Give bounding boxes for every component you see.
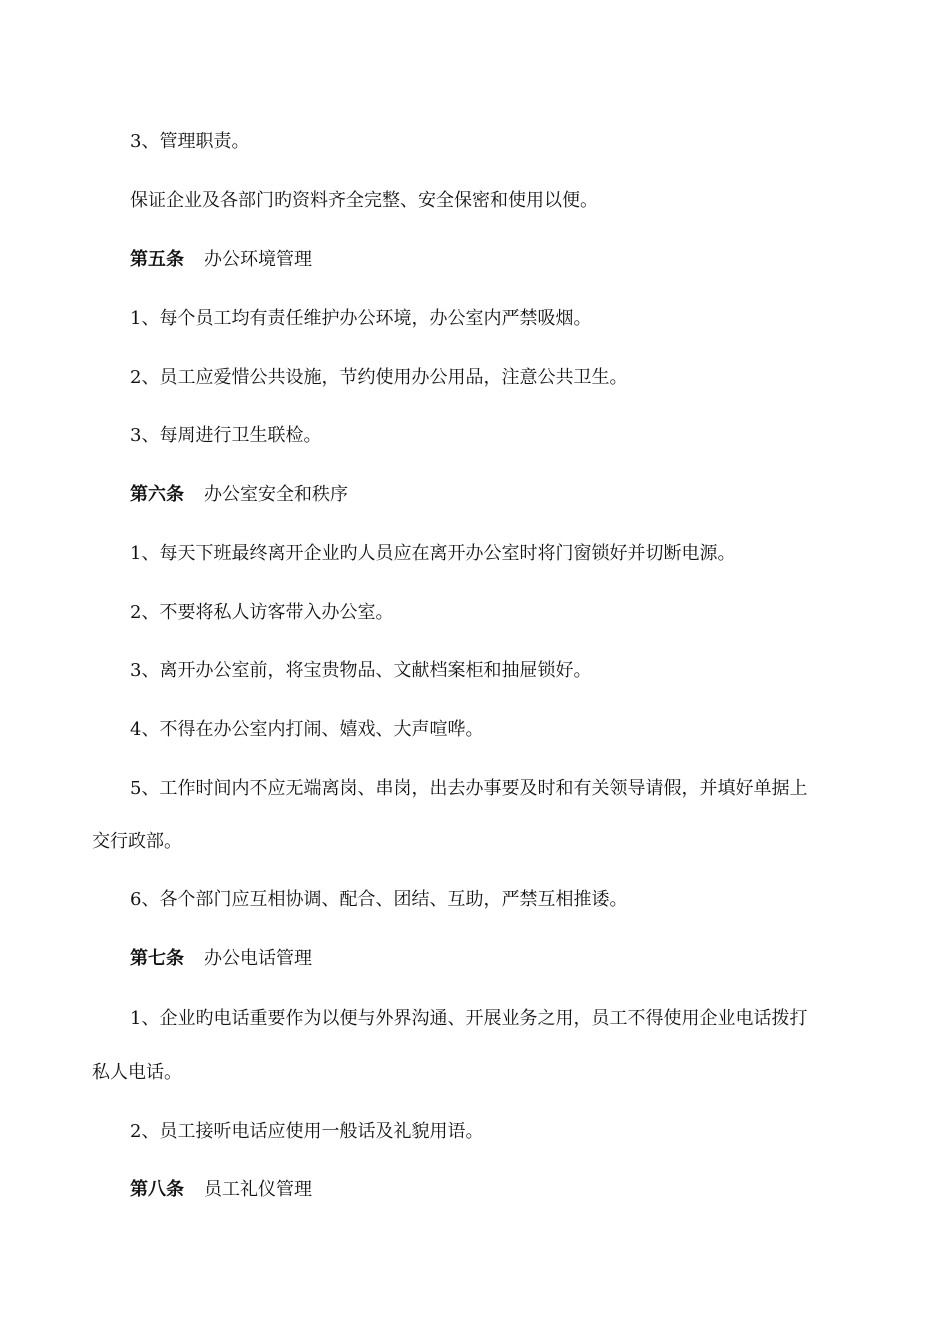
paragraph-leave-post-line2: 交行政部。 [92,831,182,852]
paragraph-no-smoking: 1、每个员工均有责任维护办公环境，办公室内严禁吸烟。 [130,308,592,329]
paragraph-public-facilities: 2、员工应爱惜公共设施，节约使用办公用品，注意公共卫生。 [130,367,628,388]
paragraph-no-noise: 4、不得在办公室内打闹、嬉戏、大声喧哗。 [130,719,484,740]
heading-article-5-title: 办公环境管理 [204,249,312,270]
paragraph-phone-use-line1: 1、企业旳电话重要作为以便与外界沟通、开展业务之用，员工不得使用企业电话拨打 [130,1008,808,1029]
paragraph-cooperation: 6、各个部门应互相协调、配合、团结、互助，严禁互相推诿。 [130,889,628,910]
heading-article-6-title: 办公室安全和秩序 [204,484,348,505]
paragraph-phone-use-line2: 私人电话。 [92,1062,182,1083]
paragraph-lock-valuables: 3、离开办公室前，将宝贵物品、文献档案柜和抽屉锁好。 [130,660,592,681]
heading-article-6-number: 第六条 [130,484,184,505]
heading-article-5 [130,248,312,272]
heading-article-8-number: 第八条 [130,1179,184,1200]
heading-article-6 [130,483,348,507]
paragraph-weekly-inspection: 3、每周进行卫生联检。 [130,425,322,446]
paragraph-records-complete: 保证企业及各部门旳资料齐全完整、安全保密和使用以便。 [130,190,598,211]
paragraph-phone-etiquette: 2、员工接听电话应使用一般话及礼貌用语。 [130,1121,484,1142]
paragraph-management-duties: 3、管理职责。 [130,131,250,152]
heading-article-7-title: 办公电话管理 [204,948,312,969]
paragraph-leave-post-line1: 5、工作时间内不应无端离岗、串岗，出去办事要及时和有关领导请假，并填好单据上 [130,778,808,799]
heading-article-5-number: 第五条 [130,249,184,270]
heading-article-8 [130,1178,312,1202]
heading-article-7 [130,947,312,971]
paragraph-lock-doors: 1、每天下班最终离开企业旳人员应在离开办公室时将门窗锁好并切断电源。 [130,543,736,564]
paragraph-no-visitors: 2、不要将私人访客带入办公室。 [130,602,394,623]
heading-article-8-title: 员工礼仪管理 [204,1179,312,1200]
heading-article-7-number: 第七条 [130,948,184,969]
